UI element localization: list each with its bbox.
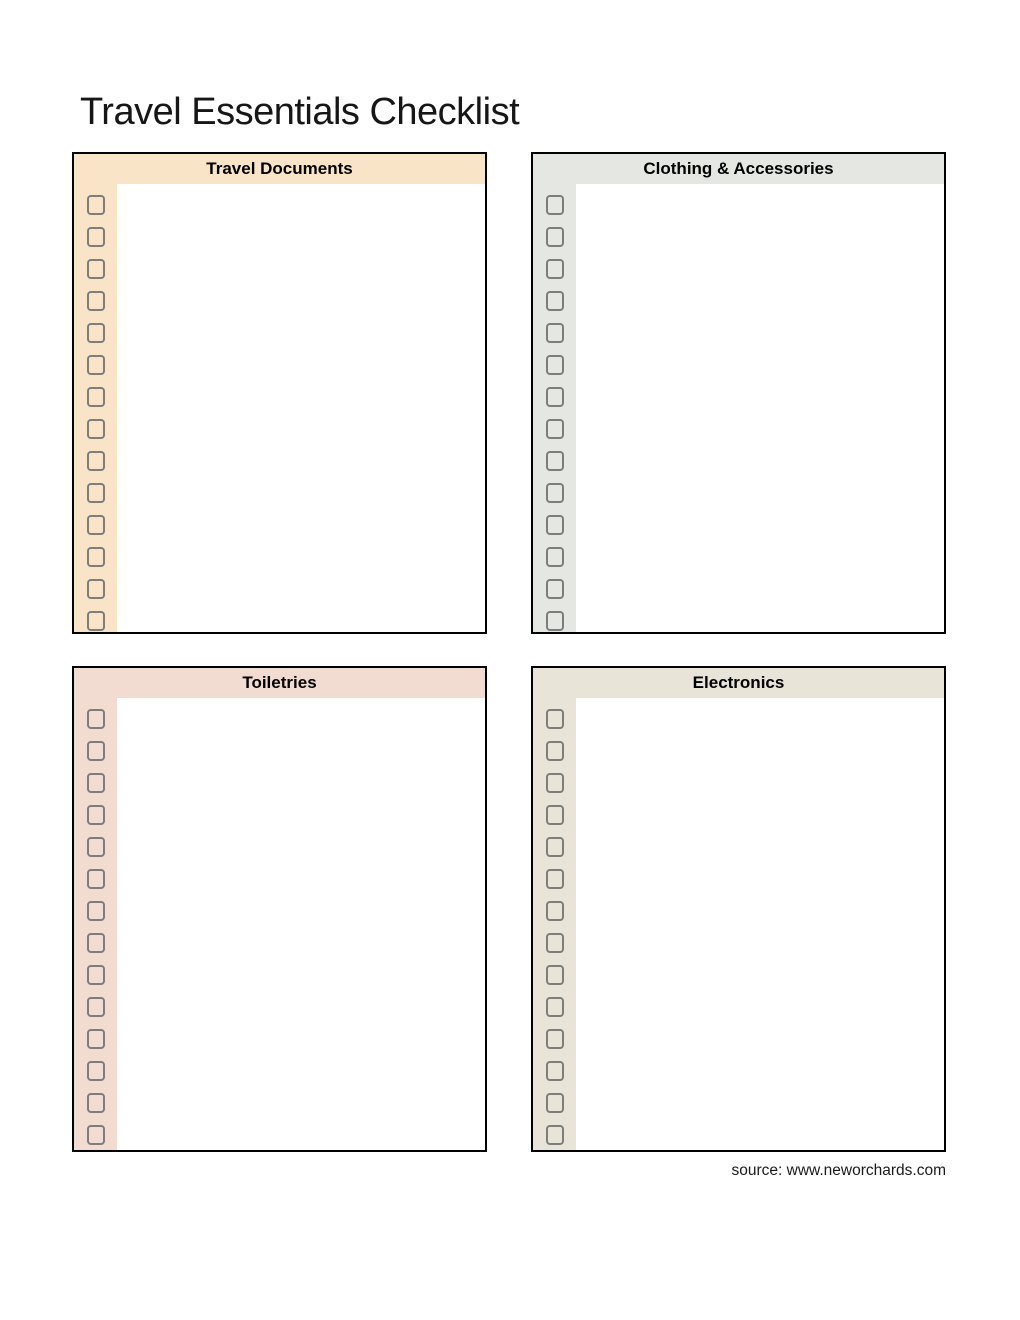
checkbox-clothing-accessories-9[interactable] xyxy=(546,451,564,471)
checkbox-electronics-12[interactable] xyxy=(546,1061,564,1081)
checkbox-travel-documents-7[interactable] xyxy=(87,387,105,407)
panel-content xyxy=(117,184,485,632)
checkbox-toiletries-8[interactable] xyxy=(87,933,105,953)
checkbox-toiletries-12[interactable] xyxy=(87,1061,105,1081)
checkbox-electronics-8[interactable] xyxy=(546,933,564,953)
checkbox-toiletries-1[interactable] xyxy=(87,709,105,729)
checkbox-clothing-accessories-13[interactable] xyxy=(546,579,564,599)
checkbox-clothing-accessories-2[interactable] xyxy=(546,227,564,247)
checkbox-clothing-accessories-7[interactable] xyxy=(546,387,564,407)
checkbox-electronics-9[interactable] xyxy=(546,965,564,985)
checkbox-toiletries-6[interactable] xyxy=(87,869,105,889)
checkbox-toiletries-7[interactable] xyxy=(87,901,105,921)
checkbox-electronics-13[interactable] xyxy=(546,1093,564,1113)
checkbox-travel-documents-14[interactable] xyxy=(87,611,105,631)
checkbox-clothing-accessories-4[interactable] xyxy=(546,291,564,311)
checkbox-travel-documents-13[interactable] xyxy=(87,579,105,599)
section-clothing-accessories xyxy=(531,152,946,634)
page-title: Travel Essentials Checklist xyxy=(80,91,520,134)
checkbox-electronics-2[interactable] xyxy=(546,741,564,761)
checkbox-travel-documents-9[interactable] xyxy=(87,451,105,471)
checkbox-electronics-5[interactable] xyxy=(546,837,564,857)
checkbox-travel-documents-12[interactable] xyxy=(87,547,105,567)
checkbox-clothing-accessories-3[interactable] xyxy=(546,259,564,279)
checkbox-travel-documents-8[interactable] xyxy=(87,419,105,439)
checkbox-electronics-4[interactable] xyxy=(546,805,564,825)
checkbox-column xyxy=(74,698,117,1150)
checkbox-travel-documents-10[interactable] xyxy=(87,483,105,503)
panel-content xyxy=(576,184,944,632)
checkbox-travel-documents-6[interactable] xyxy=(87,355,105,375)
checkbox-electronics-14[interactable] xyxy=(546,1125,564,1145)
checkbox-clothing-accessories-1[interactable] xyxy=(546,195,564,215)
checkbox-toiletries-11[interactable] xyxy=(87,1029,105,1049)
checkbox-clothing-accessories-10[interactable] xyxy=(546,483,564,503)
checkbox-clothing-accessories-14[interactable] xyxy=(546,611,564,631)
checkbox-clothing-accessories-12[interactable] xyxy=(546,547,564,567)
checkbox-clothing-accessories-5[interactable] xyxy=(546,323,564,343)
panel-content xyxy=(117,698,485,1150)
checkbox-toiletries-14[interactable] xyxy=(87,1125,105,1145)
checkbox-toiletries-4[interactable] xyxy=(87,805,105,825)
checkbox-electronics-7[interactable] xyxy=(546,901,564,921)
checkbox-toiletries-2[interactable] xyxy=(87,741,105,761)
checkbox-toiletries-3[interactable] xyxy=(87,773,105,793)
checkbox-travel-documents-2[interactable] xyxy=(87,227,105,247)
checkbox-clothing-accessories-8[interactable] xyxy=(546,419,564,439)
checkbox-travel-documents-11[interactable] xyxy=(87,515,105,535)
checkbox-electronics-10[interactable] xyxy=(546,997,564,1017)
checkbox-travel-documents-4[interactable] xyxy=(87,291,105,311)
checkbox-clothing-accessories-11[interactable] xyxy=(546,515,564,535)
checkbox-clothing-accessories-6[interactable] xyxy=(546,355,564,375)
checkbox-column xyxy=(533,184,576,632)
checkbox-electronics-1[interactable] xyxy=(546,709,564,729)
source-note: source: www.neworchards.com xyxy=(731,1162,946,1179)
checkbox-electronics-3[interactable] xyxy=(546,773,564,793)
panel-title: Toiletries xyxy=(242,673,317,692)
checkbox-column xyxy=(533,698,576,1150)
checkbox-electronics-6[interactable] xyxy=(546,869,564,889)
checkbox-column xyxy=(74,184,117,632)
checkbox-toiletries-13[interactable] xyxy=(87,1093,105,1113)
panel-title: Travel Documents xyxy=(206,159,353,178)
panel-title: Electronics xyxy=(692,673,785,692)
checkbox-travel-documents-3[interactable] xyxy=(87,259,105,279)
section-electronics xyxy=(531,666,946,1152)
checkbox-travel-documents-5[interactable] xyxy=(87,323,105,343)
panel-content xyxy=(576,698,944,1150)
section-toiletries xyxy=(72,666,487,1152)
checkbox-toiletries-10[interactable] xyxy=(87,997,105,1017)
panel-title: Clothing & Accessories xyxy=(643,159,834,178)
checkbox-toiletries-5[interactable] xyxy=(87,837,105,857)
checkbox-toiletries-9[interactable] xyxy=(87,965,105,985)
section-travel-documents xyxy=(72,152,487,634)
checkbox-travel-documents-1[interactable] xyxy=(87,195,105,215)
checkbox-electronics-11[interactable] xyxy=(546,1029,564,1049)
